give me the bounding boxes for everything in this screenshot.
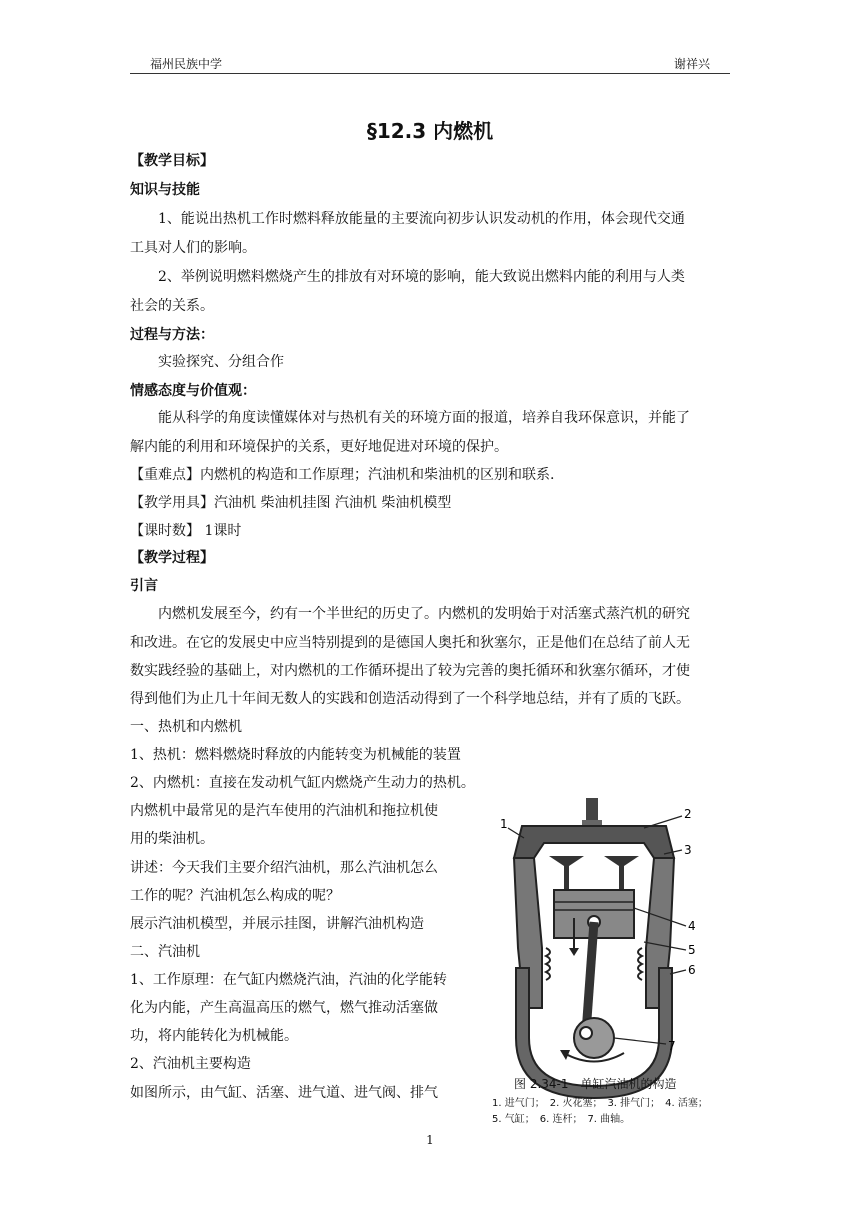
paragraph-line: 能从科学的角度读懂媒体对与热机有关的环境方面的报道，培养自我环保意识，并能了 [158,410,690,426]
subheading: 引言 [130,578,158,594]
crankshaft-shape [574,1018,614,1058]
valve-spring-left-shape [546,948,550,980]
diagram-label-2: 2 [684,807,692,821]
paragraph-line: 1、热机：燃料燃烧时释放的内能转变为机械能的装置 [130,747,461,763]
diagram-label-7: 7 [668,1039,676,1053]
paragraph-line: 【课时数】 1课时 [130,523,242,539]
paragraph-line: 2、举例说明燃料燃烧产生的排放有对环境的影响，能大致说出燃料内能的利用与人类 [158,269,685,285]
paragraph-line: 1、工作原理：在气缸内燃烧汽油，汽油的化学能转 [130,972,447,988]
paragraph-line: 用的柴油机。 [130,831,214,847]
spark-plug-shape [586,798,598,820]
paragraph-line: 内燃机发展至今，约有一个半世纪的历史了。内燃机的发明始于对活塞式蒸汽机的研究 [158,606,690,622]
diagram-label-1: 1 [500,817,508,831]
paragraph-line: 如图所示，由气缸、活塞、进气道、进气阀、排气 [130,1085,438,1101]
section-heading: 【教学过程】 [130,550,214,566]
valve-spring-right-shape [638,948,642,980]
header-school: 福州民族中学 [150,57,223,71]
paragraph-line: 实验探究、分组合作 [158,354,284,370]
paragraph-line: 2、内燃机：直接在发动机气缸内燃烧产生动力的热机。 [130,775,475,791]
subheading: 知识与技能 [130,182,200,198]
paragraph-line: 工作的呢？汽油机怎么构成的呢？ [130,888,340,904]
subheading: 过程与方法： [130,327,214,343]
diagram-label-3: 3 [684,843,692,857]
paragraph-line: 解内能的利用和环境保护的关系，更好地促进对环境的保护。 [130,439,508,455]
diagram-label-4: 4 [688,919,696,933]
paragraph-line: 一、热机和内燃机 [130,719,242,735]
figure-legend-line: 1. 进气门； 2. 火花塞； 3. 排气门； 4. 活塞； [492,1098,708,1109]
paragraph-line: 【重难点】内燃机的构造和工作原理；汽油机和柴油机的区别和联系. [130,467,555,483]
page-title: §12.3 内燃机 [366,119,494,143]
diagram-label-5: 5 [688,943,696,957]
paragraph-line: 2、汽油机主要构造 [130,1056,251,1072]
section-heading: 【教学目标】 [130,153,214,169]
paragraph-line: 得到他们为止几十年间无数人的实践和创造活动得到了一个科学地总结，并有了质的飞跃。 [130,691,690,707]
figure-legend-line: 5. 气缸； 6. 连杆； 7. 曲轴。 [492,1114,631,1125]
paragraph-line: 和改进。在它的发展史中应当特别提到的是德国人奥托和狄塞尔，正是他们在总结了前人无 [130,635,690,651]
header-author: 谢祥兴 [673,57,710,71]
page-header [130,53,730,74]
paragraph-line: 讲述：今天我们主要介绍汽油机，那么汽油机怎么 [130,860,438,876]
paragraph-line: 内燃机中最常见的是汽车使用的汽油机和拖拉机使 [130,803,438,819]
paragraph-line: 二、汽油机 [130,944,200,960]
paragraph-line: 社会的关系。 [130,298,214,314]
subheading: 情感态度与价值观： [130,383,256,399]
paragraph-line: 功，将内能转化为机械能。 [130,1028,298,1044]
paragraph-line: 展示汽油机模型，并展示挂图，讲解汽油机构造 [130,916,424,932]
diagram-label-6: 6 [688,963,696,977]
paragraph-line: 1、能说出热机工作时燃料释放能量的主要流向初步认识发动机的作用，体会现代交通 [158,211,685,227]
paragraph-line: 工具对人们的影响。 [130,240,256,256]
paragraph-line: 【教学用具】汽油机 柴油机挂图 汽油机 柴油机模型 [130,495,452,511]
cylinder-head-shape [514,826,674,858]
figure-caption: 图 2.34-1 单缸汽油机的构造 [514,1077,677,1091]
paragraph-line: 化为内能，产生高温高压的燃气，燃气推动活塞做 [130,1000,438,1016]
paragraph-line: 数实践经验的基础上，对内燃机的工作循环提出了较为完善的奥托循环和狄塞尔循环，才使 [130,663,690,679]
page-number: 1 [426,1133,434,1147]
